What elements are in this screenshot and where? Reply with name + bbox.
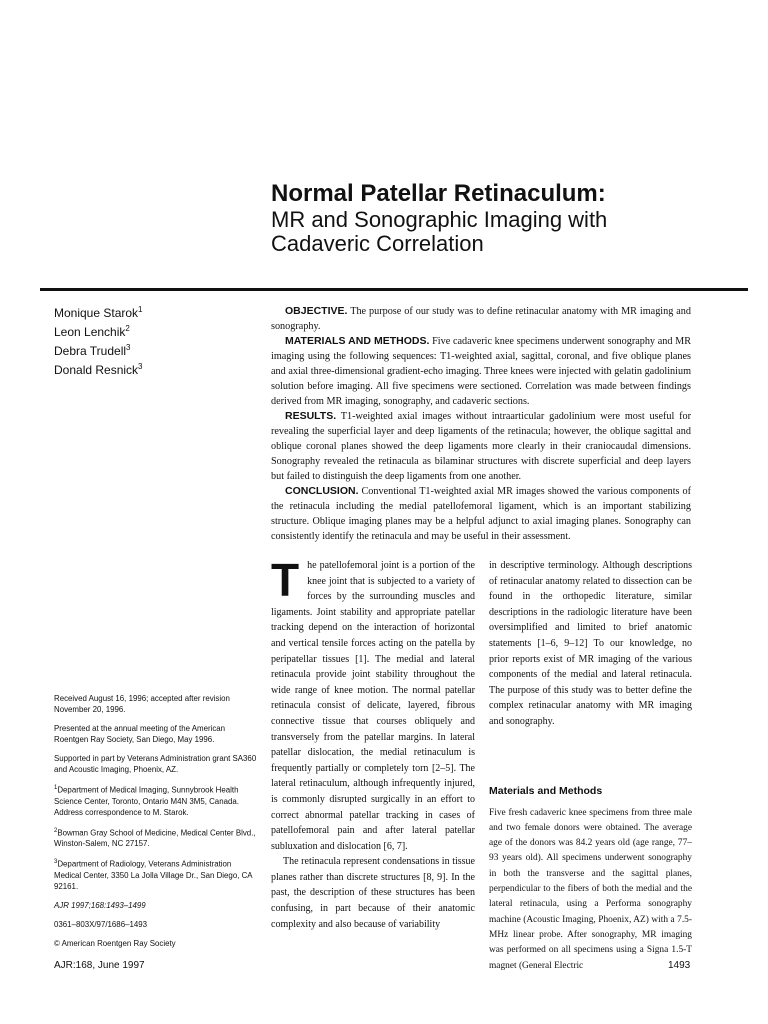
footnote-citation: AJR 1997;168:1493–1499 xyxy=(54,900,146,910)
footer-journal: AJR:168, June 1997 xyxy=(54,960,145,971)
body-paragraph: The patellofemoral joint is a portion of the knee joint that is subjected to a variety of forces by the surrounding muscles and ligaments. Joint stability and appropriate patellar tracking depend on the interaction of horizontal and vertical tensile forces acting on the patella by peripatellar tissues [1]. The medial and lateral retinacula provide joint stability throughout the wide range of knee motion. The normal patellar retinacula consist of delicate, layered, fibrous connective tissue that courses obliquely and transversely from the patellar margins. In lateral patellar dislocation, the medial retinaculum is frequently partially or completely torn [2–5]. The lateral retinaculum, although infrequently injured, is commonly disrupted surgically in an effort to correct abnormal patellar tracking in cases of patellofemoral pain and after lateral patellar subluxation and dislocation [6, 7]. xyxy=(271,554,475,852)
body-paragraph: The retinacula represent condensations in tissue planes rather than discrete structures [8, 9]. In the past, the description of these structures has been confusing, in part because of their anatomic complexity and also because of variability xyxy=(271,856,475,930)
body-paragraph: in descriptive terminology. Although descriptions of retinacular anatomy related to dissection can be found in the orthopedic literature, similar descriptions in the radiologic literature have been oversimplified and limited to brief anatomic statements [1–6, 9–12] To our knowledge, no prior reports exist of MR imaging of the various components of the medial and lateral retinacula. The purpose of this study was to better define the complex retinacular anatomy with MR imaging and sonography. xyxy=(489,560,692,727)
footnote-copyright: © American Roentgen Ray Society xyxy=(54,938,176,948)
abstract xyxy=(271,304,691,544)
body-column-right xyxy=(489,558,692,974)
author: Leon Lenchik$^2$ xyxy=(54,324,130,339)
author: Monique Starok$^1$ xyxy=(54,305,143,320)
article-title-block xyxy=(271,180,731,256)
author: Donald Resnick$^3$ xyxy=(54,362,143,377)
drop-cap: T xyxy=(271,554,300,606)
author: Debra Trudell$^3$ xyxy=(54,343,131,358)
abstract-conclusion: CONCLUSION. Conventional T1-weighted axial MR images showed the various components of the retinacula including the medial patellofemoral ligament, which is an important stabilizing structure. Oblique imaging planes may be a helpful adjunct to axial imaging planes. Sonography can consistently identify the retinacula and may be useful in their assessment. xyxy=(271,485,692,542)
section-heading: Materials and Methods xyxy=(489,784,603,797)
footnotes xyxy=(54,693,259,957)
body-column-left xyxy=(271,554,475,932)
abstract-results: RESULTS. T1-weighted axial images without intraarticular gadolinium were most useful for revealing the superficial layer and deep ligaments of the retinacula; however, the oblique sagittal and oblique coronal planes showed the deep ligaments more clearly in their craniocaudal dimensions. Sonography revealed the retinacula as bilaminar structures with discrete superficial and deep layers but failed to distinguish the deep ligaments from one another. xyxy=(271,410,691,482)
footnote-received: Received August 16, 1996; accepted after revision November 20, 1996. xyxy=(54,694,230,714)
footnote-affiliation-2: $^2$Bowman Gray School of Medicine, Medical Center Blvd., Winston-Salem, NC 27157. xyxy=(54,827,256,849)
footnote-affiliation-1: $^1$Department of Medical Imaging, Sunnybrook Health Science Center, Toronto, Ontario M4N 3M5, Canada. Address correspondence to M. Starok. xyxy=(54,785,239,817)
footnote-supported: Supported in part by Veterans Administration grant SA360 and Acoustic Imaging, Phoenix, AZ. xyxy=(54,754,257,774)
footnote-issn: 0361–803X/97/1686–1493 xyxy=(54,919,148,929)
footnote-affiliation-3: $^3$Department of Radiology, Veterans Administration Medical Center, 3350 La Jolla Village Dr., San Diego, CA 92161. xyxy=(54,859,253,891)
page-number: 1493 xyxy=(668,960,691,971)
article-subtitle-line-2: Cadaveric Correlation xyxy=(271,231,484,256)
article-title: Normal Patellar Retinaculum: xyxy=(271,180,606,207)
abstract-methods: MATERIALS AND METHODS. Five cadaveric knee specimens underwent sonography and MR imaging using the following sequences: T1-weighted axial, sagittal, coronal, and five oblique planes and axial three-dimensional gradient-echo imaging. Three knees were injected with gelatin gadolinium solution before imaging. All five specimens were sectioned. Correlation was made between findings derived from MR imaging, sonography, and cadaveric sections. xyxy=(271,335,691,407)
body-paragraph: Five fresh cadaveric knee specimens from three male and two female donors were obtained. The average age of the donors was 84.2 years old (age range, 77–93 years old). All specimens underwent sonography in both the transverse and the sagittal planes, perpendicular to the fibers of both the medial and the lateral retinacula, using a Performa sonography machine (Acoustic Imaging, Phoenix, AZ) with a 7.5-MHz linear probe. After sonography, MR imaging was performed on all specimens using a Signa 1.5-T magnet (General Electric xyxy=(489,807,692,971)
article-subtitle-line-1: MR and Sonographic Imaging with xyxy=(271,207,608,232)
author-list xyxy=(54,302,254,378)
abstract-objective: OBJECTIVE. The purpose of our study was to define retinacular anatomy with MR imaging and sonography. xyxy=(271,305,691,332)
footnote-presented: Presented at the annual meeting of the American Roentgen Ray Society, San Diego, May 1996. xyxy=(54,724,226,744)
header-divider xyxy=(40,288,748,291)
